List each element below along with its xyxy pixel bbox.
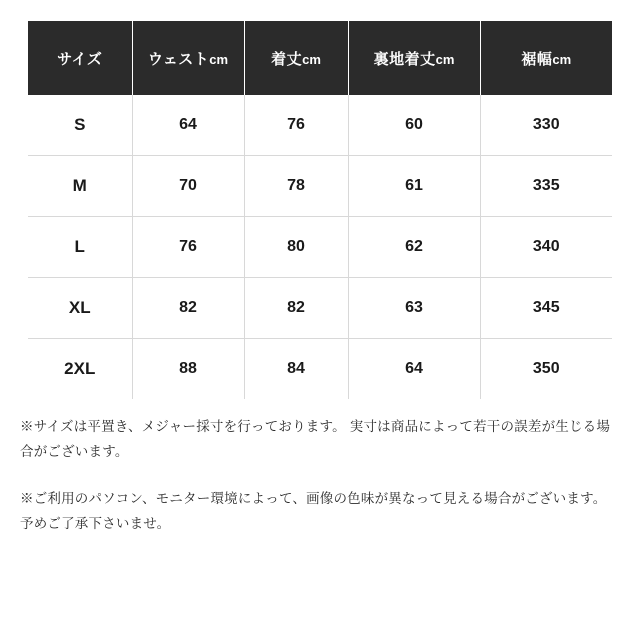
note-color-disclaimer: ※ご利用のパソコン、モニター環境によって、画像の色味が異なって見える場合がございます。予めご了承下さいませ。 xyxy=(20,490,607,531)
table-header-row xyxy=(28,21,612,95)
cell-size: M xyxy=(28,156,132,217)
column-header-lining-length-label: 裏地着丈 xyxy=(373,50,436,68)
column-header-lining-length xyxy=(348,21,480,95)
cell-size: L xyxy=(28,217,132,278)
cell-lining-length: 61 xyxy=(348,156,480,217)
column-header-size xyxy=(28,21,132,95)
cell-lining-length: 60 xyxy=(348,95,480,156)
cell-size: XL xyxy=(28,278,132,339)
table-body xyxy=(28,95,612,399)
cell-length: 78 xyxy=(244,156,348,217)
cell-waist: 88 xyxy=(132,339,244,400)
cell-length: 80 xyxy=(244,217,348,278)
table-row xyxy=(28,339,612,400)
cell-waist: 76 xyxy=(132,217,244,278)
cell-lining-length: 64 xyxy=(348,339,480,400)
table-header xyxy=(28,21,612,95)
size-table xyxy=(28,21,612,399)
column-header-length xyxy=(244,21,348,95)
cell-size: 2XL xyxy=(28,339,132,400)
cell-hem-width: 345 xyxy=(480,278,612,339)
column-header-hem-width-label: 裾幅 xyxy=(521,50,553,68)
table-row xyxy=(28,95,612,156)
cell-hem-width: 335 xyxy=(480,156,612,217)
column-header-waist-label: ウェスト xyxy=(147,50,210,68)
table-row xyxy=(28,217,612,278)
cell-size: S xyxy=(28,95,132,156)
column-header-length-label: 着丈 xyxy=(271,50,303,68)
cell-hem-width: 340 xyxy=(480,217,612,278)
cell-lining-length: 62 xyxy=(348,217,480,278)
column-header-hem-width xyxy=(480,21,612,95)
cell-waist: 82 xyxy=(132,278,244,339)
cell-length: 82 xyxy=(244,278,348,339)
cell-waist: 70 xyxy=(132,156,244,217)
table-row xyxy=(28,278,612,339)
cell-length: 84 xyxy=(244,339,348,400)
cell-lining-length: 63 xyxy=(348,278,480,339)
cell-hem-width: 350 xyxy=(480,339,612,400)
column-header-length-unit: cm xyxy=(302,51,321,67)
cell-length: 76 xyxy=(244,95,348,156)
notes-section xyxy=(20,415,620,559)
column-header-size-label: サイズ xyxy=(57,50,103,68)
column-header-hem-width-unit: cm xyxy=(552,51,572,67)
column-header-waist xyxy=(132,21,244,95)
cell-hem-width: 330 xyxy=(480,95,612,156)
table-row xyxy=(28,156,612,217)
note-measurement: ※サイズは平置き、メジャー採寸を行っております。 実寸は商品によって若干の誤差が生じる場合がございます。 xyxy=(20,419,611,459)
column-header-waist-unit: cm xyxy=(209,51,229,67)
column-header-lining-length-unit: cm xyxy=(435,51,455,67)
cell-waist: 64 xyxy=(132,95,244,156)
